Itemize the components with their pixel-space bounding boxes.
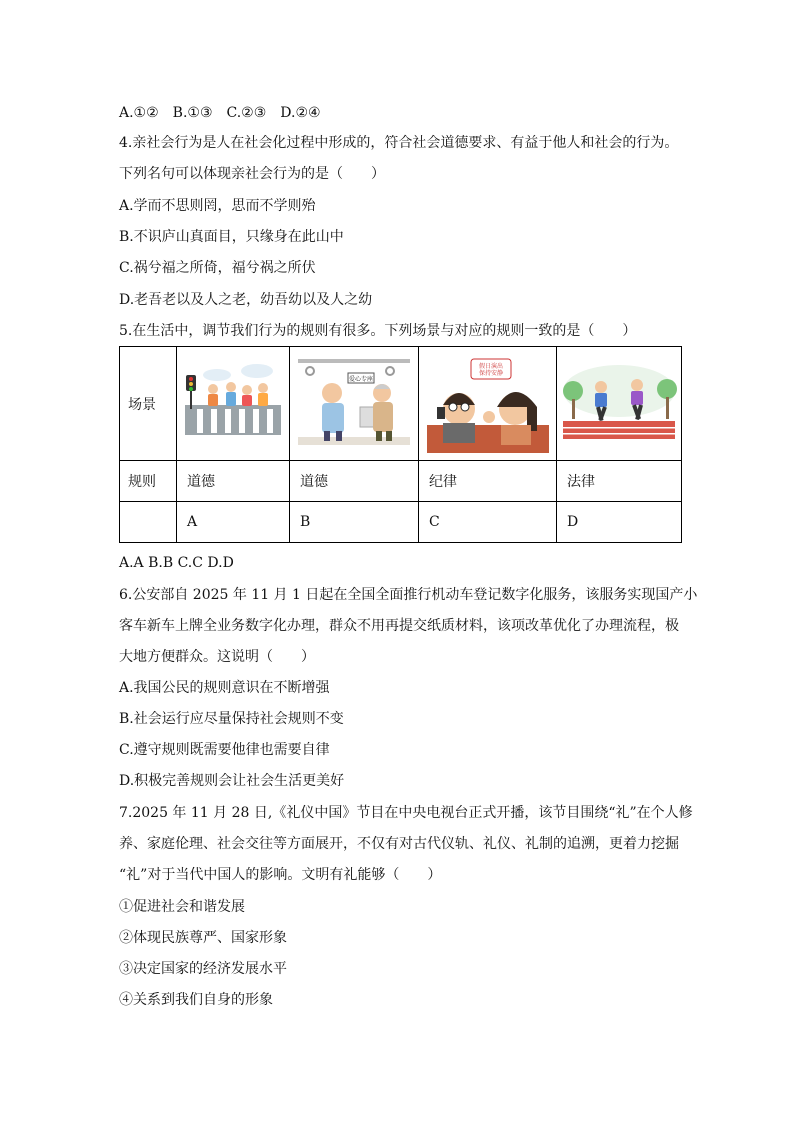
crosswalk-illustration <box>177 347 289 460</box>
priority-seat-illustration <box>290 347 418 460</box>
rule-cell-a: 道德 <box>177 461 290 502</box>
q4-option-c: C.祸兮福之所倚，福兮祸之所伏 <box>119 260 316 276</box>
q6-option-c: C.遵守规则既需要他律也需要自律 <box>119 742 330 758</box>
quiet-sign-caption: 假日演出保持安静 <box>478 363 504 377</box>
scene-image-c <box>419 347 557 461</box>
theater-quiet-illustration <box>419 347 556 460</box>
scene-label: 场景 <box>120 347 177 461</box>
option-cell-d: D <box>557 502 682 543</box>
q7-stem-line3: “礼”对于当代中国人的影响。文明有礼能够（ ） <box>119 867 442 883</box>
scene-image-b <box>290 347 419 461</box>
running-race-illustration <box>557 347 681 460</box>
q5-stem: 5.在生活中，调节我们行为的规则有很多。下列场景与对应的规则一致的是（ ） <box>119 323 637 339</box>
table-row-letters <box>120 502 682 543</box>
q6-stem-line2: 客车新车上牌全业务数字化办理，群众不用再提交纸质材料，该项改革优化了办理流程，极 <box>119 618 679 634</box>
q7-item-2: ②体现民族尊严、国家形象 <box>119 930 287 946</box>
q6-stem-line1: 6.公安部自 2025 年 11 月 1 日起在全国全面推行机动车登记数字化服务，该服务实现国产小 <box>119 587 698 603</box>
q4-option-a: A.学而不思则罔，思而不学则殆 <box>119 198 316 214</box>
q4-stem-line2: 下列名句可以体现亲社会行为的是（ ） <box>119 166 385 182</box>
blank-label-cell <box>120 502 177 543</box>
table-row-rule <box>120 461 682 502</box>
scene-image-a <box>177 347 290 461</box>
q7-item-4: ④关系到我们自身的形象 <box>119 992 273 1008</box>
option-cell-c: C <box>419 502 557 543</box>
q7-stem-line2: 养、家庭伦理、社会交往等方面展开，不仅有对古代仪轨、礼仪、礼制的追溯，更着力挖掘 <box>119 836 679 852</box>
q6-option-a: A.我国公民的规则意识在不断增强 <box>119 680 330 696</box>
priority-seat-caption: 爱心专座 <box>348 376 374 383</box>
rule-cell-d: 法律 <box>557 461 682 502</box>
q7-item-1: ①促进社会和谐发展 <box>119 899 245 915</box>
q7-stem-line1: 7.2025 年 11 月 28 日,《礼仪中国》节目在中央电视台正式开播，该节目围绕“礼”在个人修 <box>119 805 693 821</box>
q4-option-d: D.老吾老以及人之老，幼吾幼以及人之幼 <box>119 292 373 308</box>
option-cell-b: B <box>290 502 419 543</box>
table-row-scene <box>120 347 682 461</box>
q5-scene-table <box>119 346 682 543</box>
q3-options-line: A.①② B.①③ C.②③ D.②④ <box>119 105 321 121</box>
q6-option-d: D.积极完善规则会让社会生活更美好 <box>119 773 345 789</box>
scene-image-d <box>557 347 682 461</box>
rule-cell-b: 道德 <box>290 461 419 502</box>
rule-cell-c: 纪律 <box>419 461 557 502</box>
q6-stem-line3: 大地方便群众。这说明（ ） <box>119 649 315 665</box>
q7-item-3: ③决定国家的经济发展水平 <box>119 961 287 977</box>
q4-stem-line1: 4.亲社会行为是人在社会化过程中形成的，符合社会道德要求、有益于他人和社会的行为。 <box>119 135 679 151</box>
q4-option-b: B.不识庐山真面目，只缘身在此山中 <box>119 229 344 245</box>
rule-label: 规则 <box>120 461 177 502</box>
q6-option-b: B.社会运行应尽量保持社会规则不变 <box>119 711 344 727</box>
option-cell-a: A <box>177 502 290 543</box>
q5-answer-options: A.A B.B C.C D.D <box>119 555 234 571</box>
